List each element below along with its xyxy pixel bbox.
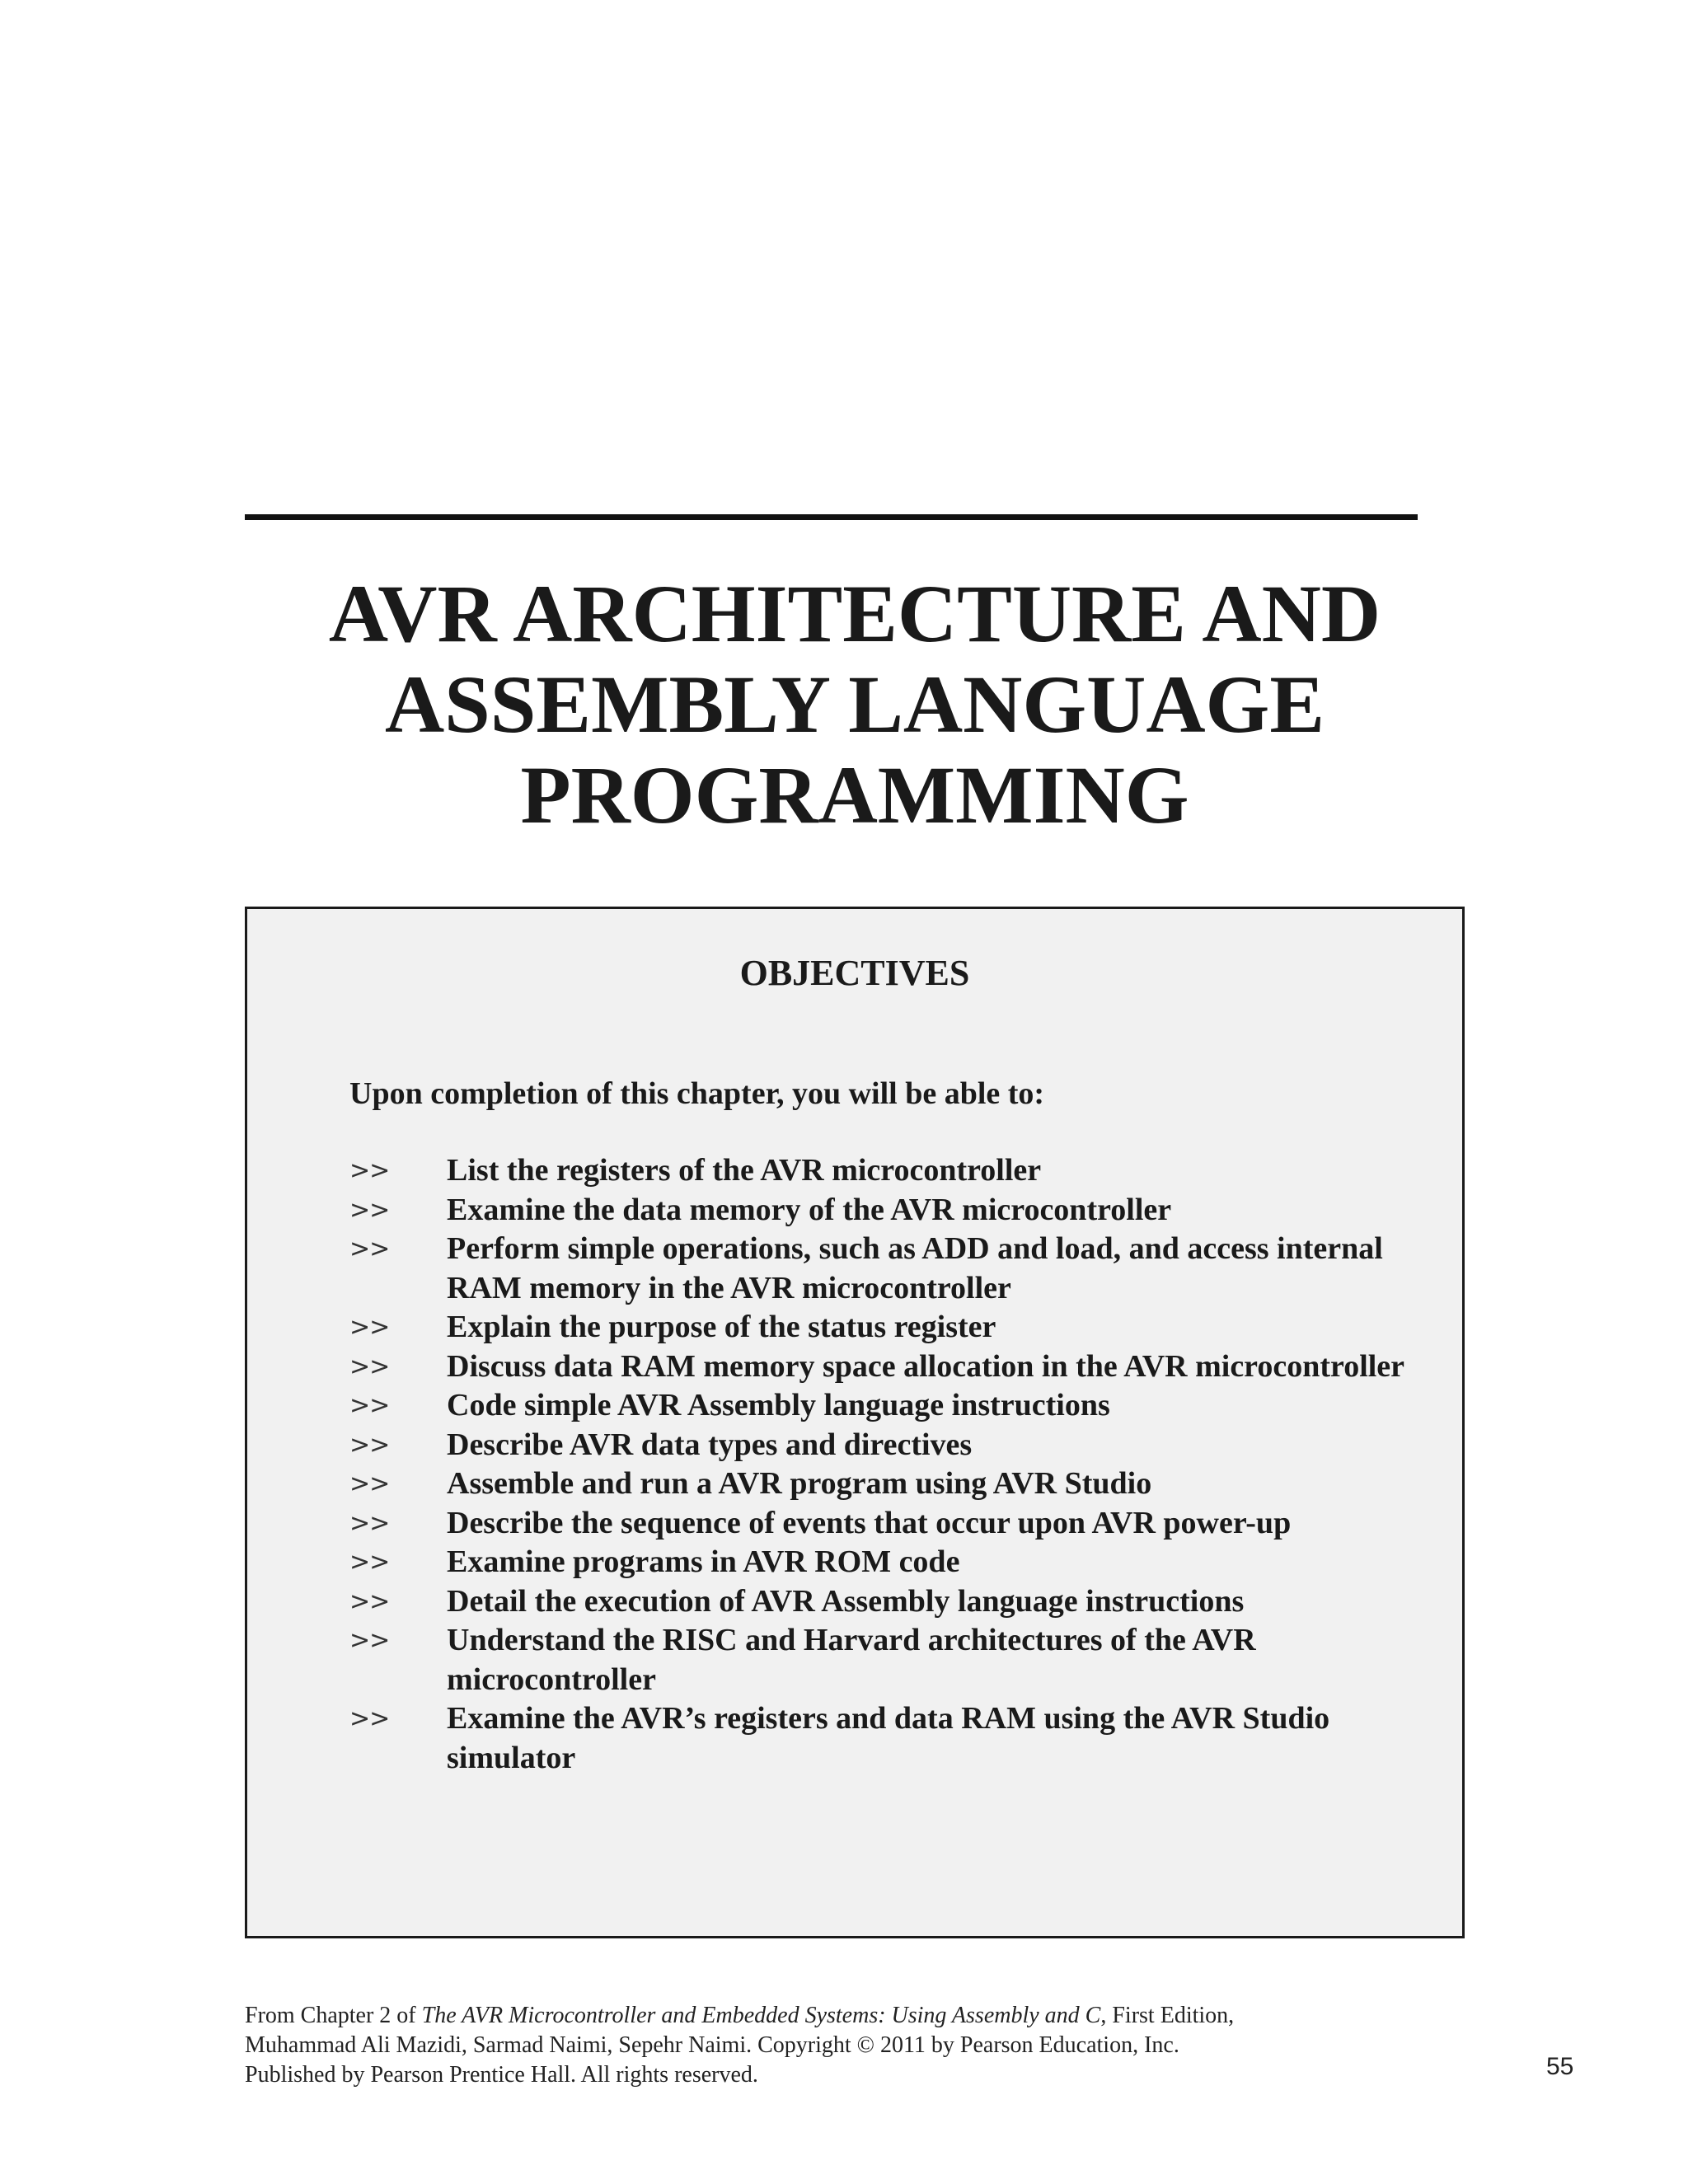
- objective-bullet: >>: [349, 1548, 390, 1577]
- objective-item: [349, 1699, 1454, 1778]
- footer-line-3: Published by Pearson Prentice Hall. All rights reserved.: [245, 2062, 758, 2088]
- objective-item: [349, 1386, 1454, 1426]
- objective-bullet: >>: [349, 1586, 390, 1616]
- objectives-heading: OBJECTIVES: [739, 953, 970, 993]
- objective-text: Describe the sequence of events that occur upon AVR power-up: [447, 1505, 1292, 1540]
- objective-text: Examine the data memory of the AVR microcontroller: [447, 1192, 1172, 1227]
- chapter-title: [245, 569, 1465, 841]
- objective-item: [349, 1347, 1454, 1387]
- objective-item: [349, 1426, 1454, 1465]
- footer-line-1: [245, 2001, 1234, 2031]
- chapter-title-line-2: ASSEMBLY LANGUAGE: [384, 658, 1325, 750]
- objective-text: Assemble and run a AVR program using AVR Studio: [447, 1466, 1152, 1501]
- objective-item: [349, 1621, 1454, 1699]
- objective-bullet: >>: [349, 1391, 390, 1420]
- source-footer: [245, 2001, 1234, 2090]
- footer-suffix: , First Edition,: [1100, 2003, 1235, 2028]
- chapter-title-line-3: PROGRAMMING: [520, 749, 1189, 841]
- objective-text: Examine programs in AVR ROM code: [447, 1544, 960, 1579]
- objective-bullet: >>: [349, 1430, 390, 1460]
- page-number: 55: [1546, 2053, 1574, 2080]
- objective-item: [349, 1543, 1454, 1582]
- objective-text: List the registers of the AVR microcontroller: [447, 1153, 1042, 1188]
- objective-text: Describe AVR data types and directives: [447, 1427, 973, 1462]
- objective-bullet: >>: [349, 1352, 390, 1381]
- objective-bullet: >>: [349, 1156, 390, 1185]
- objective-bullet: >>: [349, 1195, 390, 1225]
- objective-text: Examine the AVR’s registers and data RAM using the AVR Studio simulator: [447, 1701, 1330, 1775]
- objective-bullet: >>: [349, 1626, 390, 1655]
- objectives-box: [245, 907, 1465, 1938]
- chapter-title-line-1: AVR ARCHITECTURE AND: [328, 568, 1381, 659]
- footer-line-2: Muhammad Ali Mazidi, Sarmad Naimi, Sepehr Naimi. Copyright © 2011 by Pearson Education, Inc.: [245, 2032, 1179, 2058]
- objective-bullet: >>: [349, 1508, 390, 1538]
- footer-book-title: The AVR Microcontroller and Embedded Systems: Using Assembly and C: [421, 2003, 1101, 2028]
- objective-text: Explain the purpose of the status register: [447, 1310, 996, 1344]
- objective-bullet: >>: [349, 1704, 390, 1733]
- objective-text: Understand the RISC and Harvard architectures of the AVR microcontroller: [447, 1623, 1256, 1697]
- objective-text: Code simple AVR Assembly language instructions: [447, 1388, 1110, 1422]
- objective-item: [349, 1230, 1454, 1308]
- objectives-list: [349, 1151, 1454, 1778]
- objective-item: [349, 1465, 1454, 1504]
- objective-item: [349, 1151, 1454, 1191]
- objective-text: Discuss data RAM memory space allocation in the AVR microcontroller: [447, 1348, 1405, 1384]
- objective-bullet: >>: [349, 1313, 390, 1342]
- objective-bullet: >>: [349, 1235, 390, 1263]
- objective-item: [349, 1191, 1454, 1230]
- objective-item: [349, 1504, 1454, 1544]
- objectives-intro: Upon completion of this chapter, you will be able to:: [349, 1076, 1045, 1111]
- top-rule: [245, 514, 1418, 520]
- objective-bullet: >>: [349, 1469, 390, 1498]
- objective-item: [349, 1308, 1454, 1347]
- objective-text: Detail the execution of AVR Assembly language instructions: [447, 1583, 1245, 1619]
- objective-text: Perform simple operations, such as ADD and load, and access internal RAM memory in the AVR microcontroller: [447, 1231, 1383, 1305]
- footer-prefix: From Chapter 2 of: [245, 2003, 422, 2028]
- objective-item: [349, 1582, 1454, 1622]
